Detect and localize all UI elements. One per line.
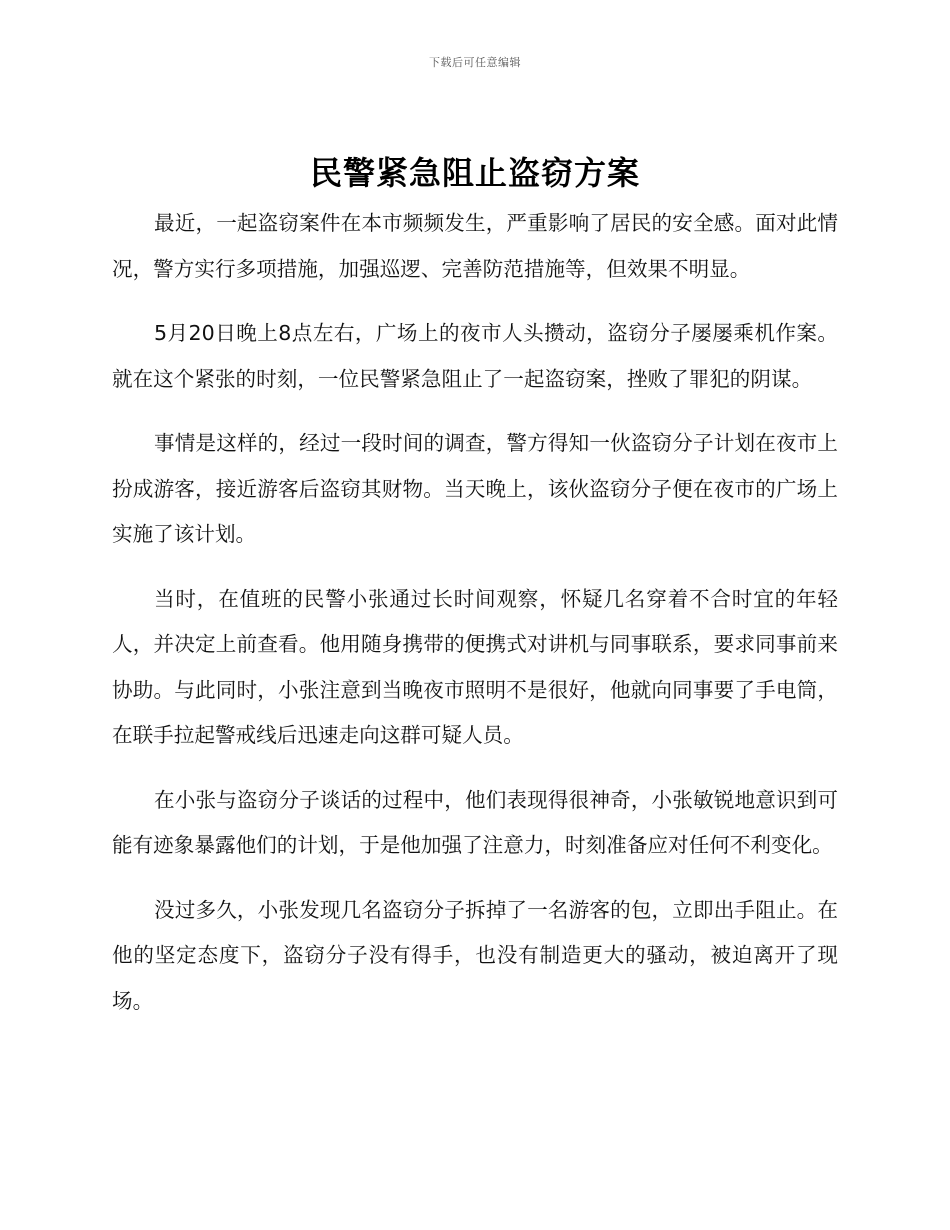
paragraph-1: 最近，一起盗窃案件在本市频频发生，严重影响了居民的安全感。面对此情况，警方实行多项措施，加强巡逻、完善防范措施等，但效果不明显。 bbox=[112, 211, 838, 281]
paragraph-2: 5月20日晚上8点左右，广场上的夜市人头攒动，盗窃分子屡屡乘机作案。就在这个紧张的时刻，一位民警紧急阻止了一起盗窃案，挫败了罪犯的阴谋。 bbox=[112, 321, 838, 391]
document-title: 民警紧急阻止盗窃方案 bbox=[309, 154, 640, 192]
paragraph-5: 在小张与盗窃分子谈话的过程中，他们表现得很神奇，小张敏锐地意识到可能有迹象暴露他们的计划，于是他加强了注意力，时刻准备应对任何不利变化。 bbox=[112, 787, 838, 857]
paragraph-4: 当时，在值班的民警小张通过长时间观察，怀疑几名穿着不合时宜的年轻人，并决定上前查看。他用随身携带的便携式对讲机与同事联系，要求同事前来协助。与此同时，小张注意到当晚夜市照明不是很好，他就向同事要了手电筒，在联手拉起警戒线后迅速走向这群可疑人员。 bbox=[112, 586, 838, 747]
paragraph-6: 没过多久，小张发现几名盗窃分子拆掉了一名游客的包，立即出手阻止。在他的坚定态度下，盗窃分子没有得手，也没有制造更大的骚动，被迫离开了现场。 bbox=[112, 897, 838, 1013]
document-body bbox=[112, 201, 838, 1043]
paragraph-3: 事情是这样的，经过一段时间的调查，警方得知一伙盗窃分子计划在夜市上扮成游客，接近游客后盗窃其财物。当天晚上，该伙盗窃分子便在夜市的广场上实施了该计划。 bbox=[112, 431, 838, 546]
header-note: 下载后可任意编辑 bbox=[429, 56, 521, 69]
